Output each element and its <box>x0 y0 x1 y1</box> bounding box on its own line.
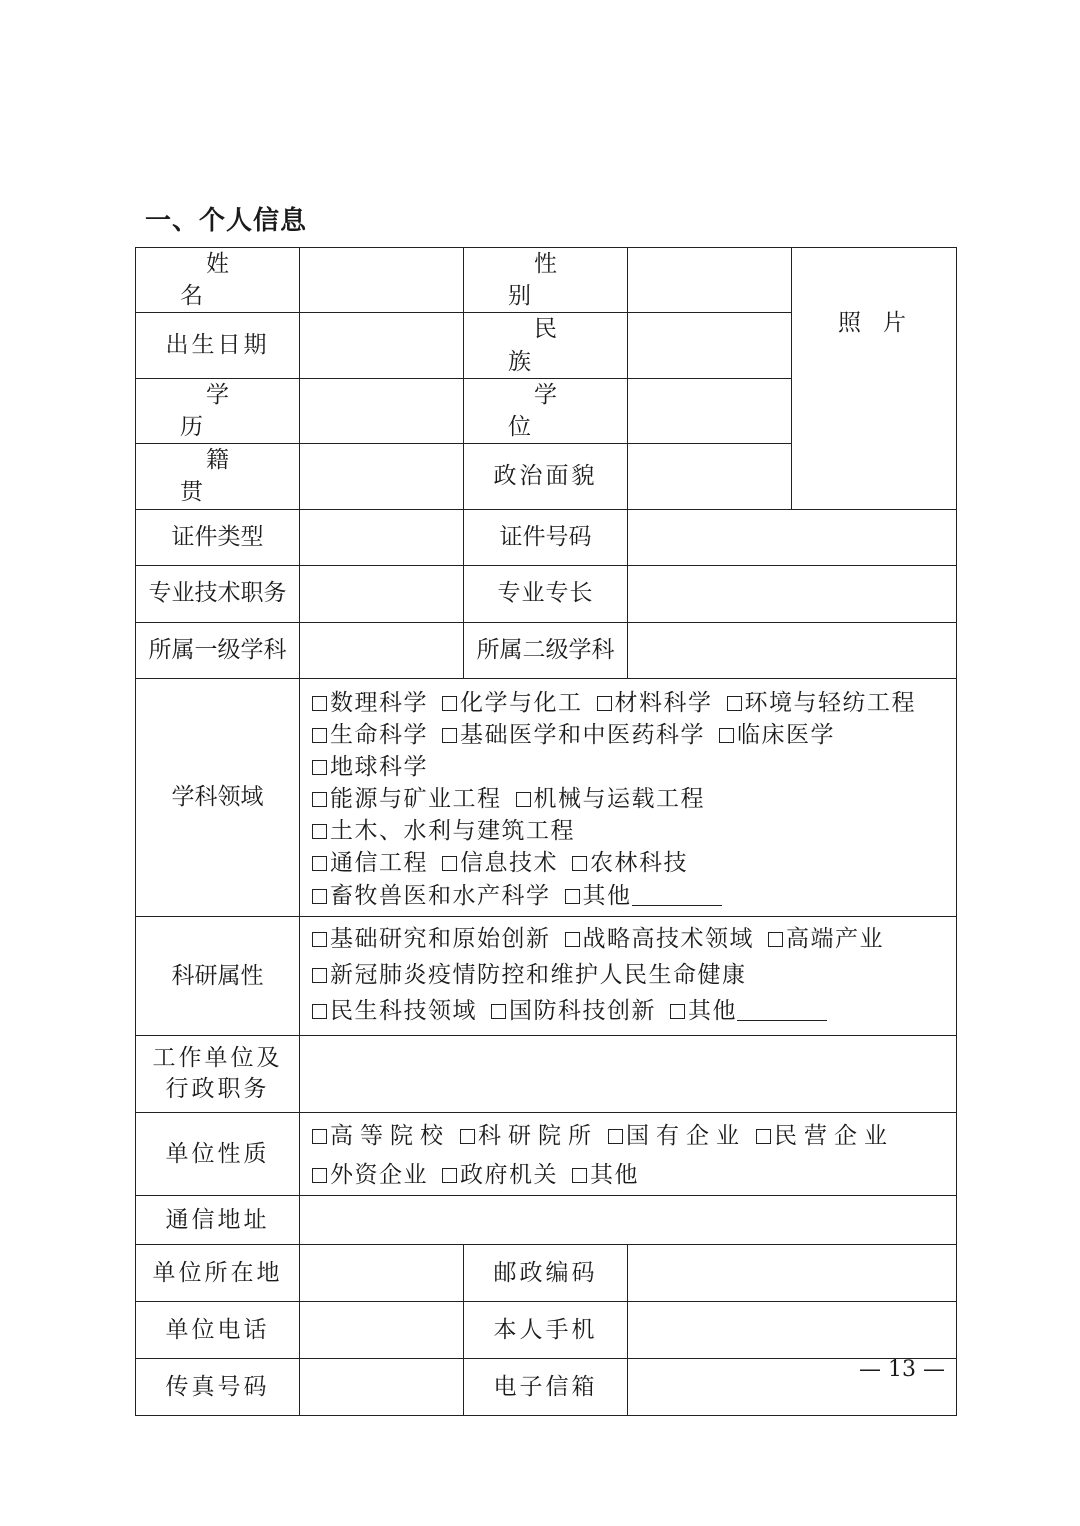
field-first-discipline[interactable] <box>300 622 464 678</box>
checkbox-icon[interactable] <box>312 792 327 807</box>
option-covid-prevention[interactable]: 新冠肺炎疫情防控和维护人民生命健康 <box>312 962 747 988</box>
option-communications[interactable]: 通信工程 <box>312 850 428 876</box>
label-unit-phone: 单位电话 <box>136 1301 300 1358</box>
option-basic-research[interactable]: 基础研究和原始创新 <box>312 926 551 952</box>
option-energy-mining[interactable]: 能源与矿业工程 <box>312 786 502 812</box>
option-veterinary[interactable]: 畜牧兽医和水产科学 <box>312 883 551 909</box>
option-agriculture[interactable]: 农林科技 <box>572 850 688 876</box>
label-degree: 学 位 <box>464 378 628 443</box>
option-clinical-medicine[interactable]: 临床医学 <box>719 722 835 748</box>
option-defense-tech[interactable]: 国防科技创新 <box>491 998 656 1024</box>
label-name: 姓 名 <box>136 248 300 313</box>
checkbox-icon[interactable] <box>756 1129 771 1144</box>
checkbox-icon[interactable] <box>312 968 327 983</box>
checkbox-icon[interactable] <box>516 792 531 807</box>
label-research-attribute: 科研属性 <box>136 916 300 1035</box>
field-education[interactable] <box>300 378 464 443</box>
option-state-enterprise[interactable]: 国有企业 <box>608 1123 746 1149</box>
label-mailing-address: 通信地址 <box>136 1195 300 1244</box>
option-basic-medicine[interactable]: 基础医学和中医药科学 <box>442 722 705 748</box>
field-postal-code[interactable] <box>628 1244 957 1301</box>
option-university[interactable]: 高等院校 <box>312 1123 450 1149</box>
label-email: 电子信箱 <box>464 1358 628 1415</box>
label-postal-code: 邮政编码 <box>464 1244 628 1301</box>
checkbox-icon[interactable] <box>719 728 734 743</box>
option-environment[interactable]: 环境与轻纺工程 <box>727 690 917 716</box>
field-name[interactable] <box>300 248 464 313</box>
label-second-discipline: 所属二级学科 <box>464 622 628 678</box>
checkbox-icon[interactable] <box>565 932 580 947</box>
other-blank-line[interactable] <box>632 885 722 906</box>
other-blank-line[interactable] <box>737 1000 827 1021</box>
checkbox-icon[interactable] <box>442 856 457 871</box>
label-discipline-field: 学科领域 <box>136 678 300 916</box>
field-id-number[interactable] <box>628 509 957 565</box>
checkbox-icon[interactable] <box>312 932 327 947</box>
checkbox-icon[interactable] <box>442 728 457 743</box>
label-unit-location: 单位所在地 <box>136 1244 300 1301</box>
field-unit-location[interactable] <box>300 1244 464 1301</box>
research-options <box>300 916 957 1035</box>
checkbox-icon[interactable] <box>312 760 327 775</box>
checkbox-icon[interactable] <box>670 1004 685 1019</box>
checkbox-icon[interactable] <box>312 889 327 904</box>
label-unit-nature: 单位性质 <box>136 1112 300 1195</box>
unit-options <box>300 1112 957 1195</box>
checkbox-icon[interactable] <box>608 1129 623 1144</box>
checkbox-icon[interactable] <box>460 1129 475 1144</box>
label-first-discipline: 所属一级学科 <box>136 622 300 678</box>
option-private-enterprise[interactable]: 民营企业 <box>756 1123 894 1149</box>
field-political-status[interactable] <box>628 444 792 509</box>
label-specialty: 专业专长 <box>464 565 628 622</box>
field-specialty[interactable] <box>628 565 957 622</box>
label-fax: 传真号码 <box>136 1358 300 1415</box>
photo-box[interactable] <box>792 248 957 510</box>
field-mailing-address[interactable] <box>300 1195 957 1244</box>
field-second-discipline[interactable] <box>628 622 957 678</box>
checkbox-icon[interactable] <box>312 1129 327 1144</box>
label-work-unit: 工作单位及 行政职务 <box>136 1035 300 1112</box>
photo-label: 照片 <box>838 310 928 337</box>
option-life-science[interactable]: 生命科学 <box>312 722 428 748</box>
label-education: 学 历 <box>136 378 300 443</box>
label-id-number: 证件号码 <box>464 509 628 565</box>
label-mobile: 本人手机 <box>464 1301 628 1358</box>
option-mechanical[interactable]: 机械与运载工程 <box>516 786 706 812</box>
checkbox-icon[interactable] <box>312 856 327 871</box>
checkbox-icon[interactable] <box>727 696 742 711</box>
field-degree[interactable] <box>628 378 792 443</box>
option-discipline-other[interactable]: 其他 <box>565 883 722 909</box>
checkbox-icon[interactable] <box>312 696 327 711</box>
checkbox-icon[interactable] <box>565 889 580 904</box>
field-native-place[interactable] <box>300 444 464 509</box>
checkbox-icon[interactable] <box>312 1168 327 1183</box>
checkbox-icon[interactable] <box>572 856 587 871</box>
checkbox-icon[interactable] <box>597 696 612 711</box>
page-number: — 13 — <box>859 1357 945 1382</box>
label-native-place: 籍 贯 <box>136 444 300 509</box>
checkbox-icon[interactable] <box>491 1004 506 1019</box>
checkbox-icon[interactable] <box>312 1004 327 1019</box>
field-unit-phone[interactable] <box>300 1301 464 1358</box>
option-research-other[interactable]: 其他 <box>670 998 827 1024</box>
field-professional-title[interactable] <box>300 565 464 622</box>
label-political-status: 政治面貌 <box>464 444 628 509</box>
option-strategic-tech[interactable]: 战略高技术领域 <box>565 926 755 952</box>
option-math-physics[interactable]: 数理科学 <box>312 690 428 716</box>
personal-info-table <box>135 247 957 1416</box>
option-info-tech[interactable]: 信息技术 <box>442 850 558 876</box>
option-livelihood-tech[interactable]: 民生科技领域 <box>312 998 477 1024</box>
section-title: 一、个人信息 <box>145 206 308 236</box>
option-research-institute[interactable]: 科研院所 <box>460 1123 598 1149</box>
checkbox-icon[interactable] <box>572 1168 587 1183</box>
field-ethnicity[interactable] <box>628 313 792 378</box>
discipline-options <box>300 678 957 916</box>
option-government[interactable]: 政府机关 <box>442 1162 558 1188</box>
field-mobile[interactable] <box>628 1301 957 1358</box>
option-unit-other[interactable]: 其他 <box>572 1162 639 1188</box>
checkbox-icon[interactable] <box>442 696 457 711</box>
option-civil-engineering[interactable]: 土木、水利与建筑工程 <box>312 818 575 844</box>
field-fax[interactable] <box>300 1358 464 1415</box>
label-birth-date: 出生日期 <box>136 313 300 378</box>
option-chemistry[interactable]: 化学与化工 <box>442 690 583 716</box>
label-professional-title: 专业技术职务 <box>136 565 300 622</box>
field-id-type[interactable] <box>300 509 464 565</box>
option-earth-science[interactable]: 地球科学 <box>312 754 428 780</box>
label-gender: 性 别 <box>464 248 628 313</box>
option-materials[interactable]: 材料科学 <box>597 690 713 716</box>
field-birth-date[interactable] <box>300 313 464 378</box>
option-foreign-enterprise[interactable]: 外资企业 <box>312 1162 428 1188</box>
field-gender[interactable] <box>628 248 792 313</box>
checkbox-icon[interactable] <box>312 728 327 743</box>
checkbox-icon[interactable] <box>768 932 783 947</box>
label-ethnicity: 民 族 <box>464 313 628 378</box>
label-id-type: 证件类型 <box>136 509 300 565</box>
checkbox-icon[interactable] <box>442 1168 457 1183</box>
checkbox-icon[interactable] <box>312 824 327 839</box>
field-work-unit[interactable] <box>300 1035 957 1112</box>
option-high-end-industry[interactable]: 高端产业 <box>768 926 884 952</box>
